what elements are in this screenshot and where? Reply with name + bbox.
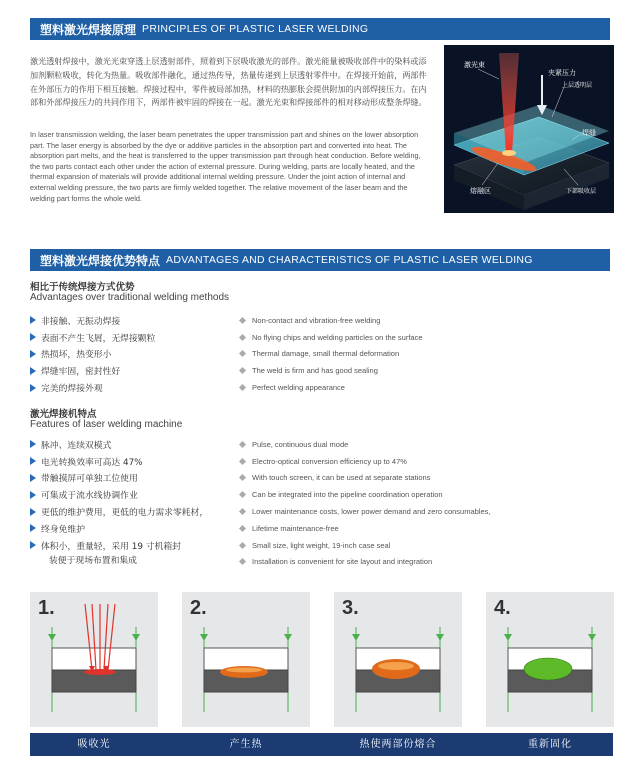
list-item: Thermal damage, small thermal deformation (238, 346, 618, 363)
diamond-bullet-icon (239, 334, 246, 341)
diamond-bullet-icon (239, 441, 246, 448)
list-item: 完美的焊接外观 (30, 379, 240, 396)
list-item: Small size, light weight, 19-inch case seal (238, 537, 618, 554)
section-title-en: ADVANTAGES AND CHARACTERISTICS OF PLASTIC LASER WELDING (166, 254, 533, 266)
list-item: The weld is firm and has good sealing (238, 362, 618, 379)
features-list-en (238, 436, 618, 570)
list-item: 更低的维护费用，更低的电力需求零耗材， (30, 503, 240, 520)
features-zh-continuation: 装便于现场布置和集成 (49, 556, 137, 566)
diamond-bullet-icon (239, 508, 246, 515)
list-item: Installation is convenient for site layout and integration (238, 554, 618, 571)
list-item: Lifetime maintenance-free (238, 520, 618, 537)
label-pressure: 夹紧压力 (548, 69, 576, 77)
laser-welding-principle-diagram (444, 45, 614, 213)
step-caption: 重新固化 (528, 739, 572, 750)
list-item: 带触摸屏可单独工位使用 (30, 470, 240, 487)
section-title-zh: 塑料激光焊接优势特点 (40, 253, 161, 268)
list-item: Electro-optical conversion efficiency up to 47% (238, 453, 618, 470)
section-principles-header (30, 18, 610, 40)
section-title-en: PRINCIPLES OF PLASTIC LASER WELDING (142, 23, 369, 35)
arrow-bullet-icon (30, 384, 36, 392)
step-number: 3. (342, 597, 359, 619)
features-title-en: Features of laser welding machine (30, 419, 183, 430)
section-advantages-header (30, 249, 610, 271)
label-laser: 激光束 (464, 61, 485, 69)
diamond-bullet-icon (239, 558, 246, 565)
list-item: Perfect welding appearance (238, 379, 618, 396)
diamond-bullet-icon (239, 350, 246, 357)
advantages-title-en: Advantages over traditional welding methods (30, 292, 230, 303)
diamond-bullet-icon (239, 317, 246, 324)
arrow-bullet-icon (30, 350, 36, 358)
list-item: 热损坏，热变形小 (30, 346, 240, 363)
list-item: 表面不产生飞屑，无焊接颗粒 (30, 329, 240, 346)
diamond-bullet-icon (239, 491, 246, 498)
list-item: 可集成于流水线协调作业 (30, 486, 240, 503)
arrow-bullet-icon (30, 440, 36, 448)
list-item: No flying chips and welding particles on the surface (238, 329, 618, 346)
diamond-bullet-icon (239, 542, 246, 549)
step-caption: 热使两部份熔合 (359, 739, 437, 750)
step-number: 2. (190, 597, 207, 619)
arrow-bullet-icon (30, 367, 36, 375)
step-number: 4. (494, 597, 511, 619)
principles-text-en: In laser transmission welding, the laser beam penetrates the upper transmission part and shines on the lower absorption part. The laser energy is absorbed by the dye or additive particles in the absorption part and converted into heat. The absorption part melts, and the heat is transferred to the upper transmission part through heat conduction. Before welding, the two parts contact each other under the action of external pressure. During welding, parts are locally heated, and the thermal expansion of materials will provide additional internal welding pressure. Under the joint action of internal and external welding pressure, the two parts are firmly welded together. The relative movement of the laser beam and the welding part forms the whole weld. (30, 130, 421, 203)
step-4-resolidify (486, 592, 614, 727)
label-lower-layer: 下部吸收层 (566, 188, 597, 195)
list-item: Non-contact and vibration-free welding (238, 312, 618, 329)
step-2-generate-heat (182, 592, 310, 727)
arrow-bullet-icon (30, 541, 36, 549)
diamond-bullet-icon (239, 367, 246, 374)
list-item: 终身免维护 (30, 520, 240, 537)
list-item: 非接触、无振动焊接 (30, 312, 240, 329)
list-item: 体积小，重量轻，采用 19 寸机箱封 (30, 537, 240, 554)
diamond-bullet-icon (239, 458, 246, 465)
principles-text-zh: 激光透射焊接中，激光光束穿透上层透射部件，照着到下层吸收激光的部件。激光能量被吸收部件中的染料或添加剂颗粒吸收，转化为热量。吸收部件融化，通过热传导，热量传递到上层透射零件中。在焊接开始前，两部件在外部压力的作用下相互接触。焊接过程中，零件被局部加热，材料的热膨胀会提供附加的内部焊接压力。在内部和外部焊接压力的共同作用下，两部件被牢固的焊接在一起。激光光束和焊接部件的相对移动形成整条焊缝。 (30, 56, 427, 108)
step-caption: 产生热 (229, 739, 263, 750)
diamond-bullet-icon (239, 474, 246, 481)
arrow-bullet-icon (30, 316, 36, 324)
label-upper-layer: 上层透明层 (562, 82, 593, 89)
list-item: Lower maintenance costs, lower power demand and zero consumables, (238, 503, 618, 520)
advantages-title-zh: 相比于传统焊接方式优势 (30, 282, 135, 293)
arrow-bullet-icon (30, 457, 36, 465)
list-item: With touch screen, it can be used at separate stations (238, 470, 618, 487)
list-item: 焊缝牢固，密封性好 (30, 362, 240, 379)
list-item: 电光转换效率可高达 47% (30, 453, 240, 470)
list-item: Can be integrated into the pipeline coordination operation (238, 486, 618, 503)
step-caption: 吸收光 (77, 739, 111, 750)
list-item: 脉冲、连续双模式 (30, 436, 240, 453)
list-item: Pulse, continuous dual mode (238, 436, 618, 453)
step-3-fuse-parts (334, 592, 462, 727)
arrow-bullet-icon (30, 333, 36, 341)
label-weld: 焊缝 (582, 129, 596, 137)
diamond-bullet-icon (239, 525, 246, 532)
arrow-bullet-icon (30, 474, 36, 482)
advantages-list-en (238, 312, 618, 396)
advantages-list-zh (30, 312, 240, 396)
process-caption-bar (30, 733, 613, 756)
arrow-bullet-icon (30, 508, 36, 516)
step-number: 1. (38, 597, 55, 619)
section-title-zh: 塑料激光焊接原理 (40, 22, 137, 37)
features-title-zh: 激光焊接机特点 (30, 409, 97, 420)
arrow-bullet-icon (30, 491, 36, 499)
features-list-zh (30, 436, 240, 554)
diamond-bullet-icon (239, 384, 246, 391)
label-melt-zone: 熔融区 (470, 187, 491, 195)
arrow-bullet-icon (30, 524, 36, 532)
step-1-absorb-light (30, 592, 158, 727)
